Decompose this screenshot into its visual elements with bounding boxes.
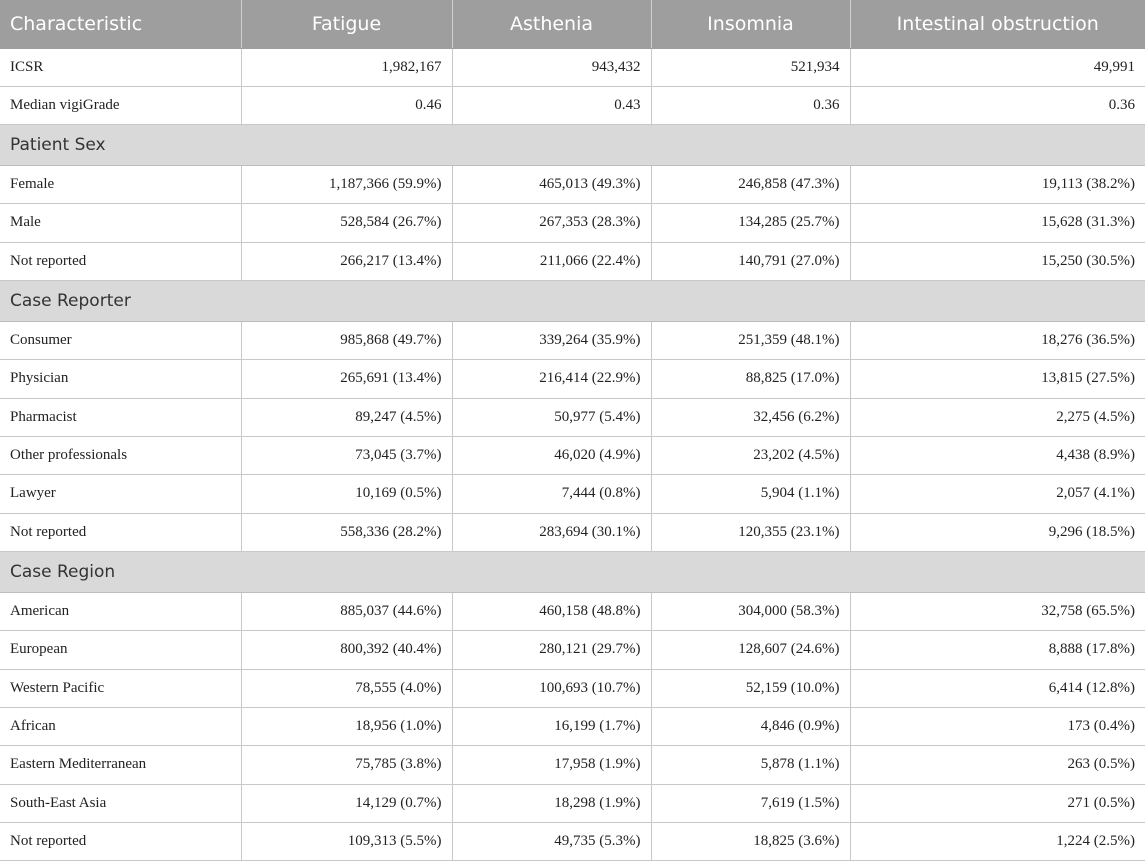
row-label-s2-r3: African (0, 707, 241, 745)
header-asthenia: Asthenia (452, 0, 651, 48)
cell-value: 265,691 (13.4%) (241, 359, 452, 398)
cell-value: 134,285 (25.7%) (651, 203, 850, 242)
row-label-top-0: ICSR (0, 48, 241, 86)
cell-value: 109,313 (5.5%) (241, 822, 452, 860)
row-label-s2-r0: American (0, 592, 241, 630)
cell-value: 1,982,167 (241, 48, 452, 86)
section-title: Patient Sex (0, 124, 1145, 165)
table-row (0, 436, 1145, 474)
table-row (0, 745, 1145, 784)
cell-value: 0.46 (241, 86, 452, 124)
row-label-s0-r0: Female (0, 165, 241, 203)
cell-value: 18,276 (36.5%) (850, 321, 1145, 359)
cell-value: 16,199 (1.7%) (452, 707, 651, 745)
header-fatigue: Fatigue (241, 0, 452, 48)
table-row (0, 359, 1145, 398)
cell-value: 263 (0.5%) (850, 745, 1145, 784)
row-label-s1-r5: Not reported (0, 513, 241, 551)
cell-value: 173 (0.4%) (850, 707, 1145, 745)
table-row (0, 48, 1145, 86)
cell-value: 73,045 (3.7%) (241, 436, 452, 474)
cell-value: 49,735 (5.3%) (452, 822, 651, 860)
section-title: Case Region (0, 551, 1145, 592)
table-row (0, 592, 1145, 630)
header-characteristic: Characteristic (0, 0, 241, 48)
header-intestinal-obstruction: Intestinal obstruction (850, 0, 1145, 48)
cell-value: 271 (0.5%) (850, 784, 1145, 822)
cell-value: 0.43 (452, 86, 651, 124)
cell-value: 216,414 (22.9%) (452, 359, 651, 398)
cell-value: 46,020 (4.9%) (452, 436, 651, 474)
cell-value: 88,825 (17.0%) (651, 359, 850, 398)
row-label-s1-r1: Physician (0, 359, 241, 398)
cell-value: 2,057 (4.1%) (850, 474, 1145, 513)
section-title: Case Reporter (0, 280, 1145, 321)
table-row (0, 398, 1145, 436)
table-row (0, 822, 1145, 860)
cell-value: 885,037 (44.6%) (241, 592, 452, 630)
cell-value: 4,846 (0.9%) (651, 707, 850, 745)
cell-value: 18,956 (1.0%) (241, 707, 452, 745)
row-label-s1-r2: Pharmacist (0, 398, 241, 436)
cell-value: 32,758 (65.5%) (850, 592, 1145, 630)
table-row (0, 321, 1145, 359)
cell-value: 460,158 (48.8%) (452, 592, 651, 630)
cell-value: 8,888 (17.8%) (850, 630, 1145, 669)
table-body (0, 48, 1145, 860)
cell-value: 75,785 (3.8%) (241, 745, 452, 784)
cell-value: 304,000 (58.3%) (651, 592, 850, 630)
cell-value: 1,187,366 (59.9%) (241, 165, 452, 203)
cell-value: 140,791 (27.0%) (651, 242, 850, 280)
cell-value: 13,815 (27.5%) (850, 359, 1145, 398)
cell-value: 15,250 (30.5%) (850, 242, 1145, 280)
cell-value: 339,264 (35.9%) (452, 321, 651, 359)
cell-value: 521,934 (651, 48, 850, 86)
row-label-s2-r5: South-East Asia (0, 784, 241, 822)
row-label-s0-r2: Not reported (0, 242, 241, 280)
section-header-row (0, 124, 1145, 165)
cell-value: 14,129 (0.7%) (241, 784, 452, 822)
row-label-s1-r4: Lawyer (0, 474, 241, 513)
header-insomnia: Insomnia (651, 0, 850, 48)
table-row (0, 203, 1145, 242)
cell-value: 558,336 (28.2%) (241, 513, 452, 551)
cell-value: 120,355 (23.1%) (651, 513, 850, 551)
cell-value: 211,066 (22.4%) (452, 242, 651, 280)
cell-value: 18,825 (3.6%) (651, 822, 850, 860)
table-row (0, 165, 1145, 203)
row-label-s0-r1: Male (0, 203, 241, 242)
cell-value: 15,628 (31.3%) (850, 203, 1145, 242)
cell-value: 2,275 (4.5%) (850, 398, 1145, 436)
cell-value: 985,868 (49.7%) (241, 321, 452, 359)
cell-value: 7,444 (0.8%) (452, 474, 651, 513)
row-label-s2-r1: European (0, 630, 241, 669)
table-row (0, 242, 1145, 280)
cell-value: 100,693 (10.7%) (452, 669, 651, 707)
row-label-s1-r0: Consumer (0, 321, 241, 359)
header-row (0, 0, 1145, 48)
cell-value: 5,904 (1.1%) (651, 474, 850, 513)
table-row (0, 86, 1145, 124)
cell-value: 23,202 (4.5%) (651, 436, 850, 474)
section-header-row (0, 280, 1145, 321)
cell-value: 50,977 (5.4%) (452, 398, 651, 436)
cell-value: 7,619 (1.5%) (651, 784, 850, 822)
cell-value: 465,013 (49.3%) (452, 165, 651, 203)
cell-value: 528,584 (26.7%) (241, 203, 452, 242)
row-label-top-1: Median vigiGrade (0, 86, 241, 124)
row-label-s2-r6: Not reported (0, 822, 241, 860)
row-label-s2-r2: Western Pacific (0, 669, 241, 707)
cell-value: 280,121 (29.7%) (452, 630, 651, 669)
table-row (0, 784, 1145, 822)
cell-value: 4,438 (8.9%) (850, 436, 1145, 474)
cell-value: 266,217 (13.4%) (241, 242, 452, 280)
cell-value: 800,392 (40.4%) (241, 630, 452, 669)
section-header-row (0, 551, 1145, 592)
row-label-s1-r3: Other professionals (0, 436, 241, 474)
cell-value: 49,991 (850, 48, 1145, 86)
cell-value: 128,607 (24.6%) (651, 630, 850, 669)
cell-value: 5,878 (1.1%) (651, 745, 850, 784)
cell-value: 0.36 (850, 86, 1145, 124)
cell-value: 52,159 (10.0%) (651, 669, 850, 707)
table-row (0, 707, 1145, 745)
cell-value: 0.36 (651, 86, 850, 124)
cell-value: 246,858 (47.3%) (651, 165, 850, 203)
cell-value: 283,694 (30.1%) (452, 513, 651, 551)
cell-value: 78,555 (4.0%) (241, 669, 452, 707)
cell-value: 6,414 (12.8%) (850, 669, 1145, 707)
cell-value: 267,353 (28.3%) (452, 203, 651, 242)
cell-value: 943,432 (452, 48, 651, 86)
cell-value: 89,247 (4.5%) (241, 398, 452, 436)
cell-value: 32,456 (6.2%) (651, 398, 850, 436)
table-row (0, 513, 1145, 551)
cell-value: 251,359 (48.1%) (651, 321, 850, 359)
cell-value: 18,298 (1.9%) (452, 784, 651, 822)
cell-value: 17,958 (1.9%) (452, 745, 651, 784)
table-row (0, 630, 1145, 669)
table-row (0, 669, 1145, 707)
cell-value: 1,224 (2.5%) (850, 822, 1145, 860)
row-label-s2-r4: Eastern Mediterranean (0, 745, 241, 784)
cell-value: 19,113 (38.2%) (850, 165, 1145, 203)
table-row (0, 474, 1145, 513)
cell-value: 10,169 (0.5%) (241, 474, 452, 513)
cell-value: 9,296 (18.5%) (850, 513, 1145, 551)
